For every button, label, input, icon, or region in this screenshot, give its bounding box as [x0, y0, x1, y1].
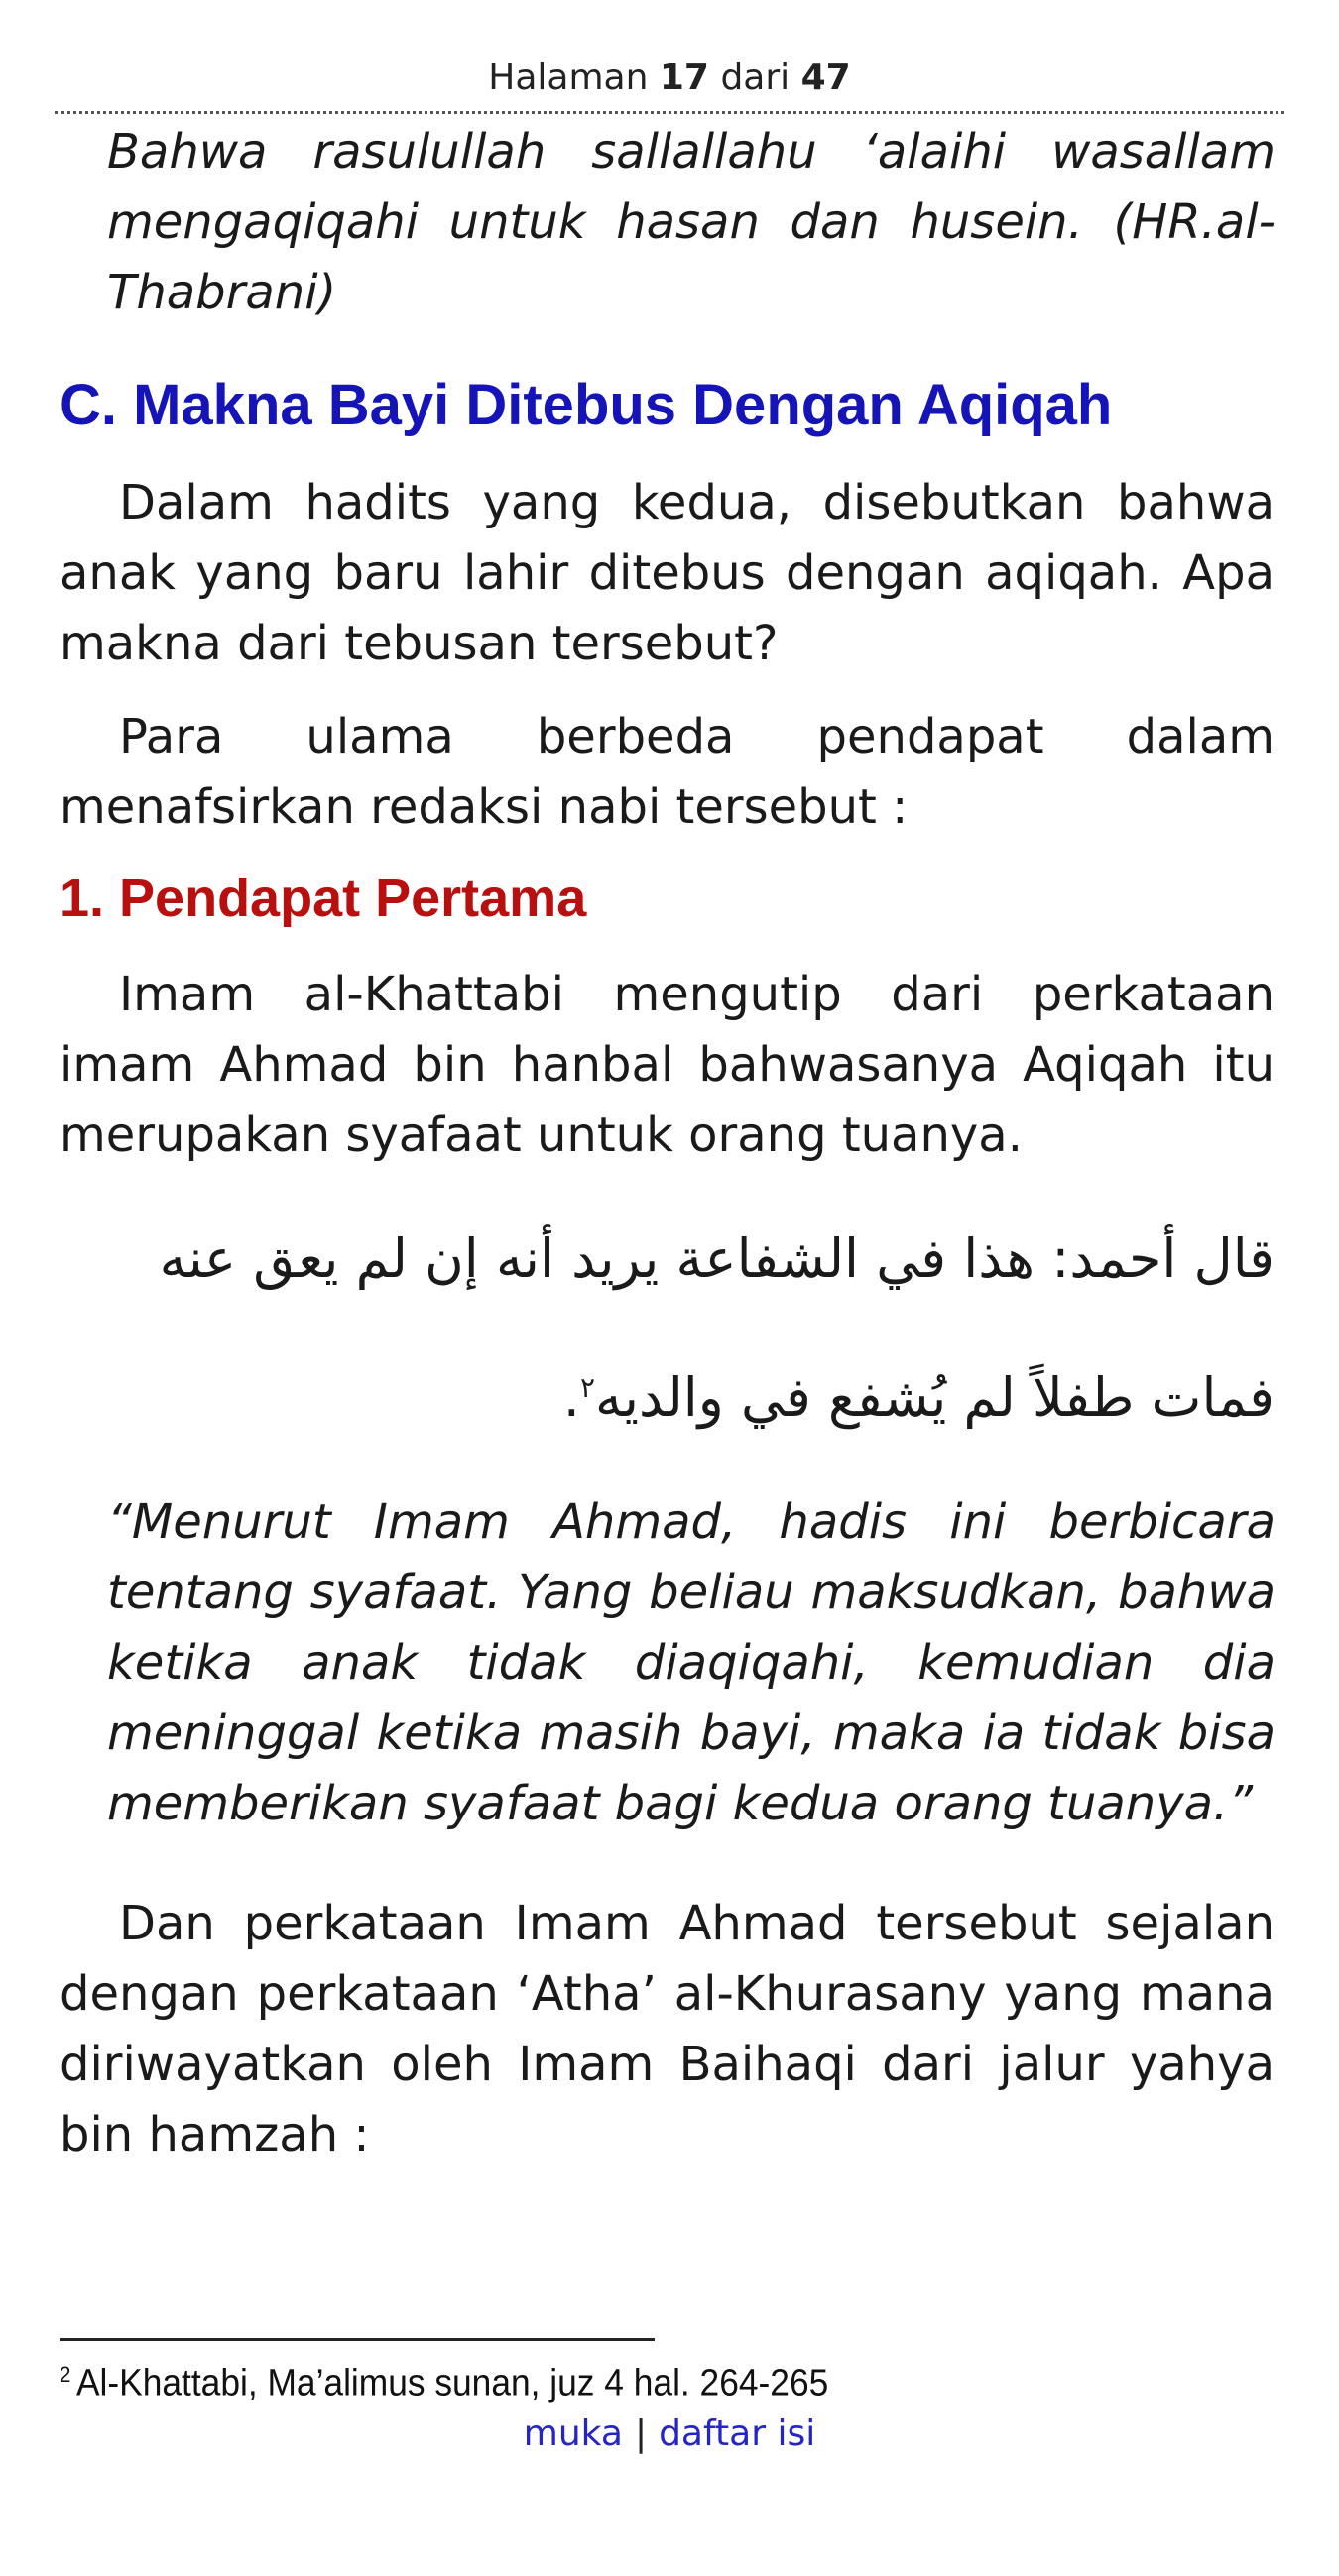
nav-separator: | — [634, 2413, 648, 2454]
header-mid: dari — [720, 58, 791, 98]
muka-link[interactable]: muka — [523, 2413, 623, 2454]
arabic-end: . — [562, 1366, 580, 1429]
header-prefix: Halaman — [488, 58, 649, 98]
footnote-divider — [60, 2338, 655, 2341]
page-navigation — [0, 2413, 1339, 2454]
page-header — [55, 58, 1284, 98]
section-c-title: C. Makna Bayi Ditebus Dengan Aqiqah — [60, 373, 1113, 437]
header-total-pages: 47 — [800, 58, 851, 98]
footnote-text: Al-Khattabi, Ma’alimus sunan, juz 4 hal. 264-265 — [75, 2362, 829, 2404]
quote-top: Bahwa rasulullah sallallahu ‘alaihi wasallam mengaqiqahi untuk hasan dan husein. (HR.al-Thabrani) — [107, 124, 1276, 320]
section-c-paragraph-2: Para ulama berbeda pendapat dalam menafsirkan redaksi nabi tersebut : — [60, 709, 1275, 835]
arabic-text: قال أحمد: هذا في الشفاعة يريد أنه إن لم يعق عنه فمات طفلاً لم يُشفع في والديه — [159, 1228, 1275, 1429]
arabic-footnote-ref: ٢ — [579, 1371, 595, 1404]
header-page-number: 17 — [659, 58, 709, 98]
header-divider — [55, 111, 1284, 114]
section-c-paragraph-1: Dalam hadits yang kedua, disebutkan bahwa anak yang baru lahir ditebus dengan aqiqah. Apa makna dari tebusan tersebut? — [60, 475, 1275, 671]
arabic-quote — [60, 1195, 1275, 1463]
pendapat-paragraph-1: Imam al-Khattabi mengutip dari perkataan imam Ahmad bin hanbal bahwasanya Aqiqah itu merupakan syafaat untuk orang tuanya. — [60, 967, 1275, 1163]
daftar-isi-link[interactable]: daftar isi — [659, 2413, 816, 2454]
pendapat-pertama-title: 1. Pendapat Pertama — [60, 869, 587, 928]
footnote-number: 2 — [60, 2362, 71, 2387]
footnote — [60, 2362, 828, 2405]
pendapat-paragraph-2: Dan perkataan Imam Ahmad tersebut sejalan dengan perkataan ‘Atha’ al-Khurasany yang mana diriwayatkan oleh Imam Baihaqi dari jalur yahya bin hamzah : — [60, 1896, 1275, 2163]
quote-translation: “Menurut Imam Ahmad, hadis ini berbicara tentang syafaat. Yang beliau maksudkan, bahwa ketika anak tidak diaqiqahi, kemudian dia meninggal ketika masih bayi, maka ia tidak bisa memberikan syafaat bagi kedua orang tuanya.” — [107, 1494, 1276, 1831]
